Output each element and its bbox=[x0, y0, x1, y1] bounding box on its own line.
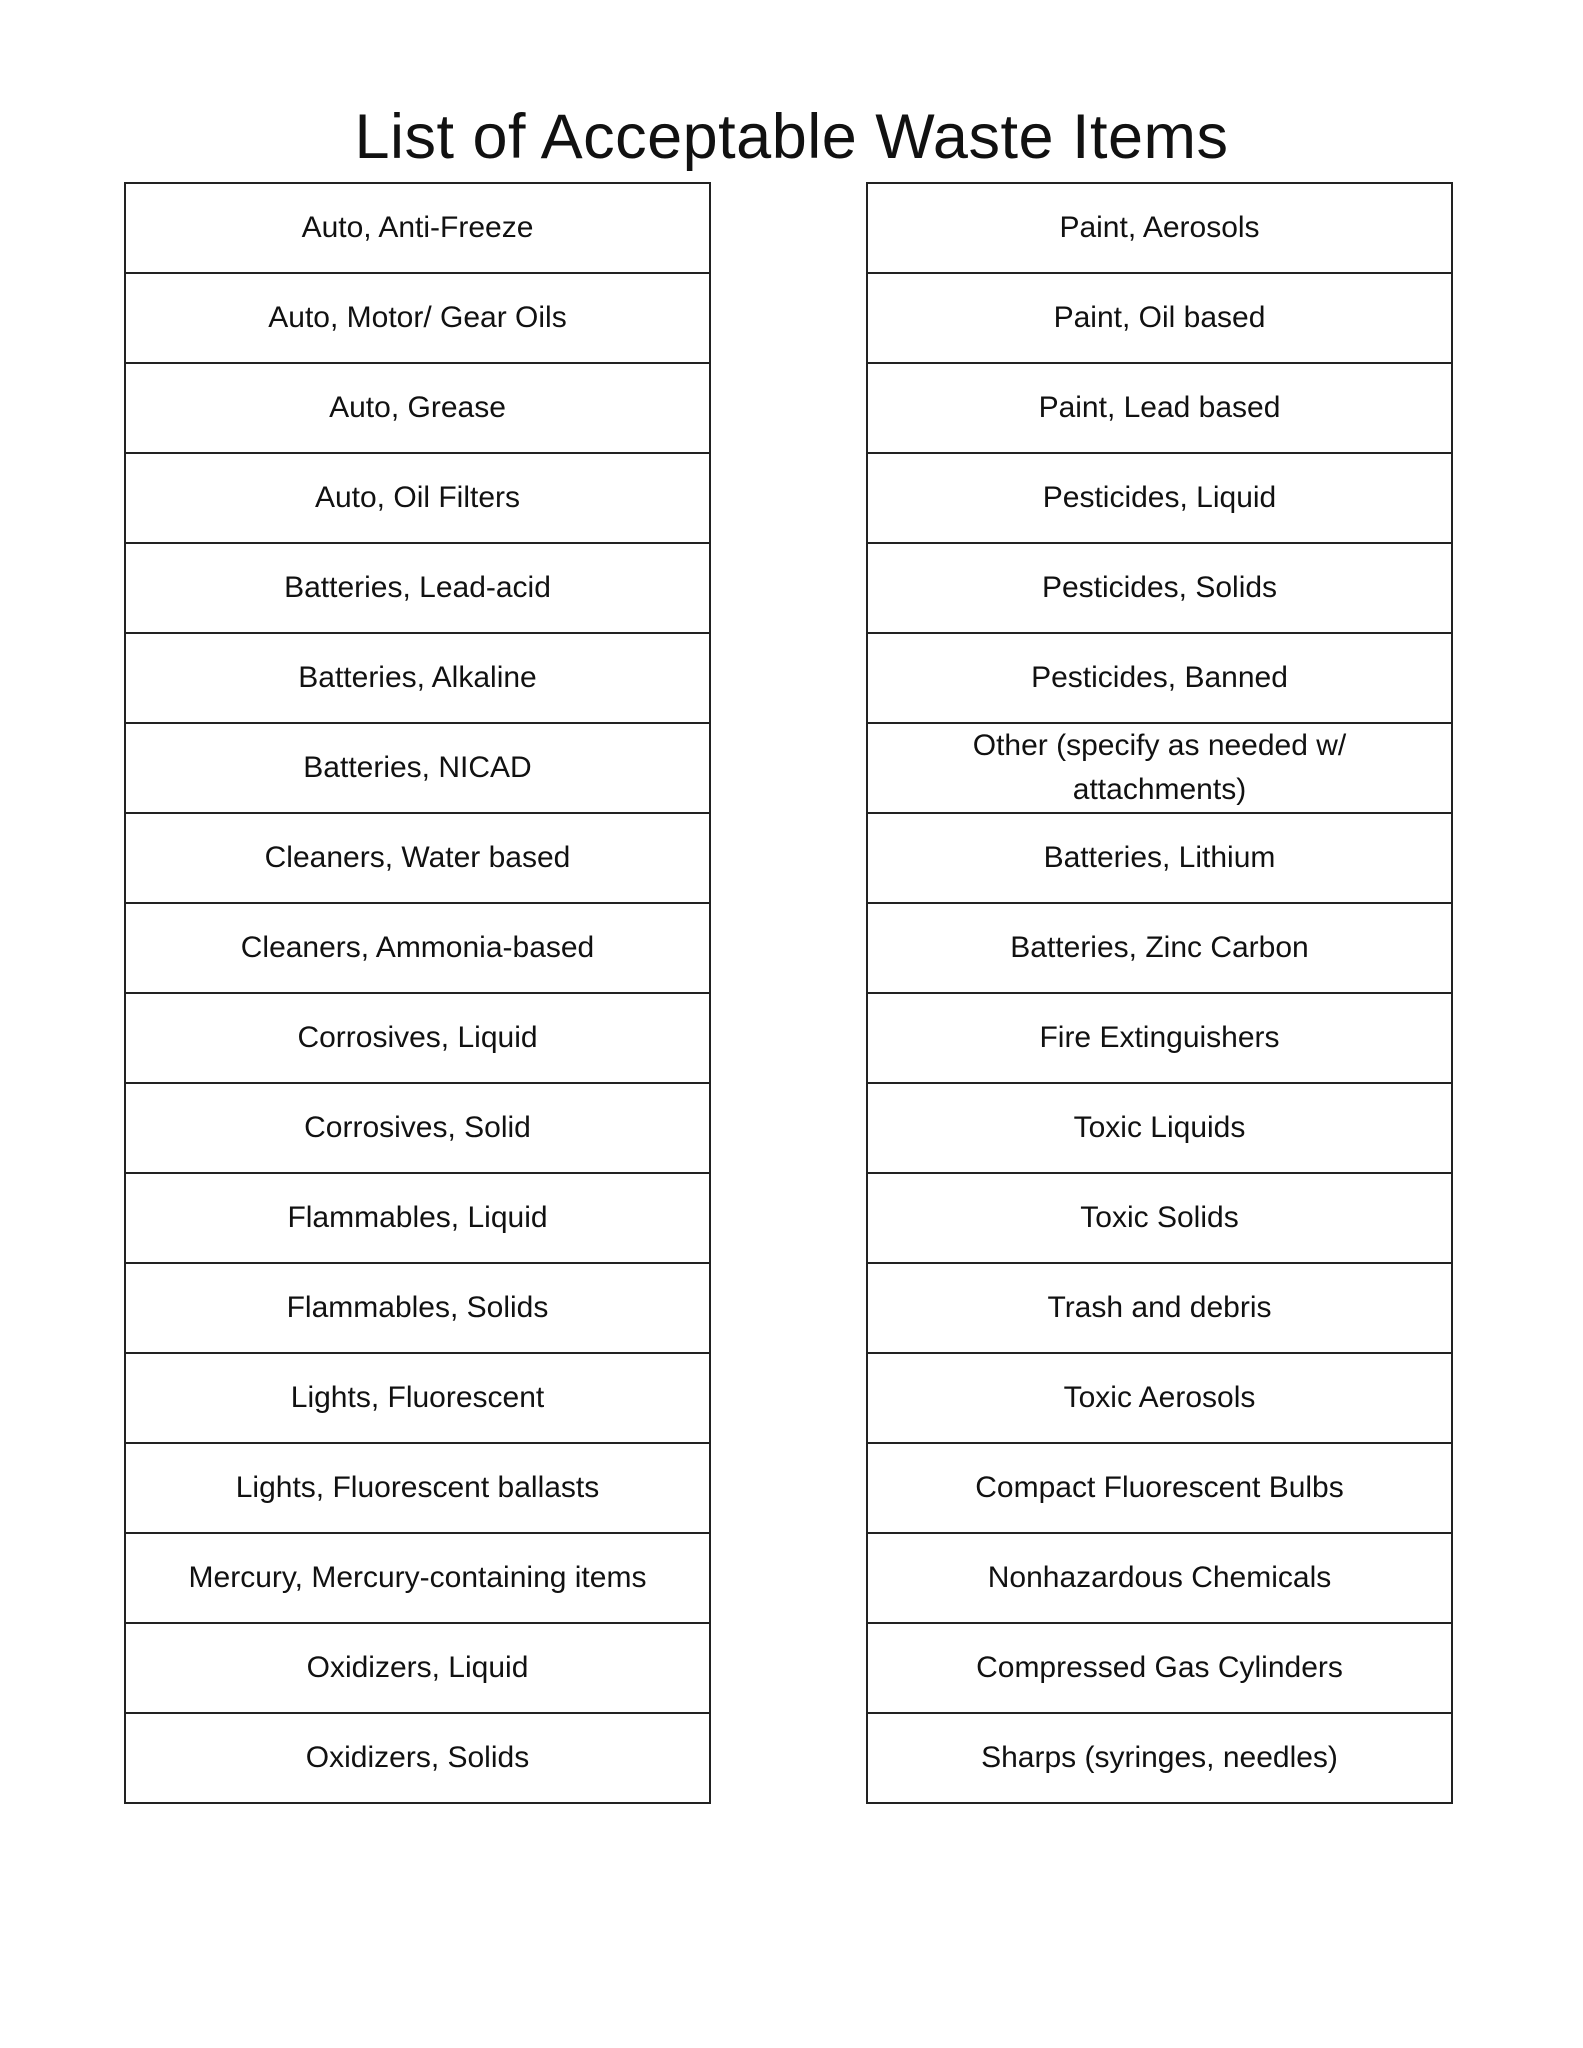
table-row bbox=[125, 723, 710, 813]
waste-item-cell: Lights, Fluorescent ballasts bbox=[125, 1443, 710, 1533]
table-row bbox=[867, 1533, 1452, 1623]
waste-item-cell: Flammables, Solids bbox=[125, 1263, 710, 1353]
waste-item-cell: Auto, Anti-Freeze bbox=[125, 183, 710, 273]
table-row bbox=[867, 183, 1452, 273]
waste-item-cell: Auto, Grease bbox=[125, 363, 710, 453]
table-row bbox=[125, 543, 710, 633]
waste-item-cell: Compressed Gas Cylinders bbox=[867, 1623, 1452, 1713]
table-row bbox=[125, 1533, 710, 1623]
waste-item-cell: Batteries, Lead-acid bbox=[125, 543, 710, 633]
waste-item-cell: Paint, Lead based bbox=[867, 363, 1452, 453]
table-row bbox=[125, 813, 710, 903]
waste-item-cell: Toxic Aerosols bbox=[867, 1353, 1452, 1443]
waste-item-cell: Lights, Fluorescent bbox=[125, 1353, 710, 1443]
waste-item-cell: Sharps (syringes, needles) bbox=[867, 1713, 1452, 1803]
table-row bbox=[125, 1083, 710, 1173]
table-row bbox=[867, 993, 1452, 1083]
right-waste-table bbox=[866, 182, 1453, 1804]
waste-item-cell: Pesticides, Banned bbox=[867, 633, 1452, 723]
table-row bbox=[867, 903, 1452, 993]
table-row bbox=[125, 453, 710, 543]
table-row bbox=[125, 1443, 710, 1533]
waste-item-cell: Corrosives, Liquid bbox=[125, 993, 710, 1083]
waste-item-cell: Compact Fluorescent Bulbs bbox=[867, 1443, 1452, 1533]
waste-item-cell: Batteries, NICAD bbox=[125, 723, 710, 813]
table-row bbox=[867, 363, 1452, 453]
table-row bbox=[867, 1353, 1452, 1443]
table-row bbox=[867, 1263, 1452, 1353]
waste-item-cell: Paint, Oil based bbox=[867, 273, 1452, 363]
table-row bbox=[125, 273, 710, 363]
table-row bbox=[867, 1713, 1452, 1803]
table-row bbox=[867, 1443, 1452, 1533]
table-row bbox=[867, 633, 1452, 723]
table-row bbox=[867, 723, 1452, 813]
waste-item-cell: Fire Extinguishers bbox=[867, 993, 1452, 1083]
waste-item-cell: Mercury, Mercury-containing items bbox=[125, 1533, 710, 1623]
table-row bbox=[125, 903, 710, 993]
table-row bbox=[867, 813, 1452, 903]
table-row bbox=[125, 993, 710, 1083]
table-row bbox=[125, 1623, 710, 1713]
table-row bbox=[867, 1623, 1452, 1713]
table-row bbox=[867, 453, 1452, 543]
waste-item-cell: Flammables, Liquid bbox=[125, 1173, 710, 1263]
waste-item-cell: Batteries, Alkaline bbox=[125, 633, 710, 723]
left-waste-table bbox=[124, 182, 711, 1804]
waste-item-cell: Cleaners, Ammonia-based bbox=[125, 903, 710, 993]
table-row bbox=[125, 1353, 710, 1443]
waste-item-cell: Other (specify as needed w/ attachments) bbox=[867, 723, 1452, 813]
waste-item-cell: Corrosives, Solid bbox=[125, 1083, 710, 1173]
table-row bbox=[125, 183, 710, 273]
waste-item-cell: Toxic Liquids bbox=[867, 1083, 1452, 1173]
waste-item-cell: Pesticides, Solids bbox=[867, 543, 1452, 633]
waste-item-cell: Auto, Oil Filters bbox=[125, 453, 710, 543]
waste-item-cell: Trash and debris bbox=[867, 1263, 1452, 1353]
waste-item-cell: Nonhazardous Chemicals bbox=[867, 1533, 1452, 1623]
table-row bbox=[867, 273, 1452, 363]
table-row bbox=[867, 1083, 1452, 1173]
waste-item-cell: Cleaners, Water based bbox=[125, 813, 710, 903]
waste-item-cell: Oxidizers, Liquid bbox=[125, 1623, 710, 1713]
table-row bbox=[125, 633, 710, 723]
waste-item-cell: Paint, Aerosols bbox=[867, 183, 1452, 273]
waste-item-cell: Batteries, Lithium bbox=[867, 813, 1452, 903]
waste-item-cell: Auto, Motor/ Gear Oils bbox=[125, 273, 710, 363]
table-row bbox=[125, 1713, 710, 1803]
table-row bbox=[867, 543, 1452, 633]
table-row bbox=[125, 1173, 710, 1263]
waste-item-cell: Pesticides, Liquid bbox=[867, 453, 1452, 543]
waste-item-cell: Oxidizers, Solids bbox=[125, 1713, 710, 1803]
waste-item-cell: Batteries, Zinc Carbon bbox=[867, 903, 1452, 993]
table-row bbox=[867, 1173, 1452, 1263]
table-row bbox=[125, 363, 710, 453]
table-row bbox=[125, 1263, 710, 1353]
page-title: List of Acceptable Waste Items bbox=[354, 102, 1229, 172]
waste-item-cell: Toxic Solids bbox=[867, 1173, 1452, 1263]
